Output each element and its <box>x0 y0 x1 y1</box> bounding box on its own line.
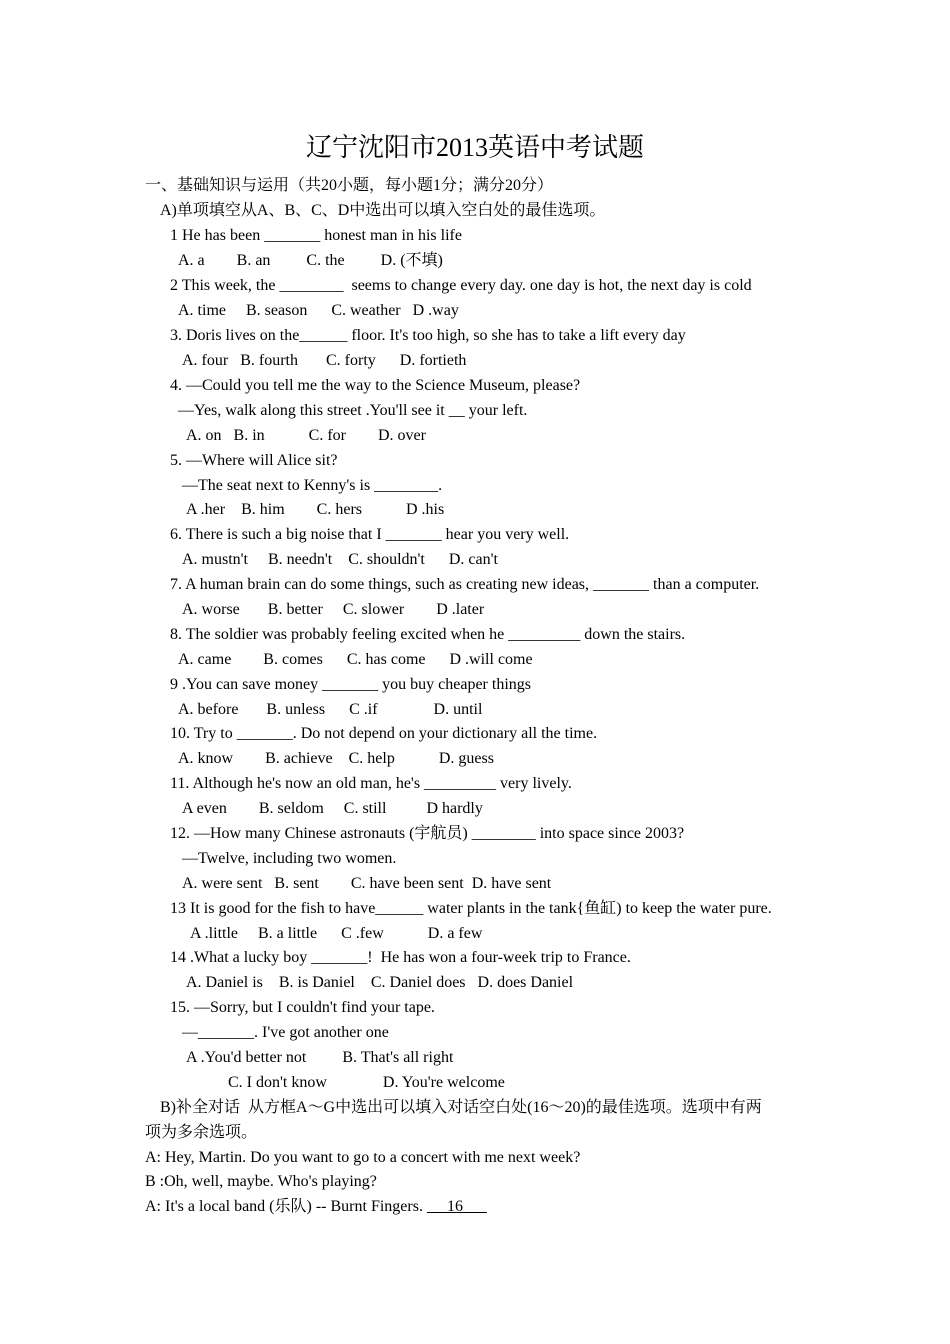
dialog-line-3-text: A: It's a local band (乐队) -- Burnt Fingers. <box>145 1198 427 1215</box>
question-15-reply: —_______. I've got another one <box>182 1024 389 1041</box>
question-14: 14 .What a lucky boy _______! He has won a four-week trip to France. <box>170 949 631 966</box>
question-7: 7. A human brain can do some things, such as creating new ideas, _______ than a computer. <box>170 576 760 593</box>
part-b-instructions: B)补全对话 从方框A～G中选出可以填入对话空白处(16～20)的最佳选项。选项中有两 <box>160 1099 762 1116</box>
options-12: A. were sent B. sent C. have been sent D. have sent <box>182 875 552 892</box>
options-9: A. before B. unless C .if D. until <box>178 701 483 718</box>
page-title: 辽宁沈阳市2013英语中考试题 <box>305 133 644 162</box>
question-6: 6. There is such a big noise that I _______ hear you very well. <box>170 526 570 543</box>
options-8: A. came B. comes C. has come D .will come <box>178 651 533 668</box>
options-2: A. time B. season C. weather D .way <box>178 302 459 319</box>
section-heading: 一、基础知识与运用（共20小题，每小题1分；满分20分） <box>145 177 554 194</box>
options-11: A even B. seldom C. still D hardly <box>182 800 483 817</box>
dialog-line-3 <box>145 1195 487 1219</box>
options-1: A. a B. an C. the D. (不填) <box>178 252 443 269</box>
options-10: A. know B. achieve C. help D. guess <box>178 750 494 767</box>
options-3: A. four B. fourth C. forty D. fortieth <box>182 352 467 369</box>
question-12-reply: —Twelve, including two women. <box>182 850 397 867</box>
question-13: 13 It is good for the fish to have______ water plants in the tank{鱼缸) to keep the water pure. <box>170 900 772 917</box>
part-a-instructions: A)单项填空从A、B、C、D中选出可以填入空白处的最佳选项。 <box>160 202 606 219</box>
question-4: 4. —Could you tell me the way to the Science Museum, please? <box>170 377 581 394</box>
question-12: 12. —How many Chinese astronauts (宇航员) ________ into space since 2003? <box>170 825 685 842</box>
options-5: A .her B. him C. hers D .his <box>186 501 445 518</box>
options-7: A. worse B. better C. slower D .later <box>182 601 485 618</box>
options-15-row1: A .You'd better not B. That's all right <box>186 1049 454 1066</box>
options-14: A. Daniel is B. is Daniel C. Daniel does D. does Daniel <box>186 974 574 991</box>
question-8: 8. The soldier was probably feeling excited when he _________ down the stairs. <box>170 626 686 643</box>
question-2: 2 This week, the ________ seems to change every day. one day is hot, the next day is cold <box>170 277 752 294</box>
question-5: 5. —Where will Alice sit? <box>170 452 338 469</box>
options-15-row2: C. I don't know D. You're welcome <box>228 1074 505 1091</box>
question-10: 10. Try to _______. Do not depend on your dictionary all the time. <box>170 725 598 742</box>
options-13: A .little B. a little C .few D. a few <box>190 925 483 942</box>
question-11: 11. Although he's now an old man, he's _________ very lively. <box>170 775 572 792</box>
blank-16: 16 <box>426 1198 487 1215</box>
options-6: A. mustn't B. needn't C. shouldn't D. can't <box>182 551 498 568</box>
question-1: 1 He has been _______ honest man in his life <box>170 227 462 244</box>
dialog-line-2: B :Oh, well, maybe. Who's playing? <box>145 1173 377 1190</box>
dialog-line-1: A: Hey, Martin. Do you want to go to a concert with me next week? <box>145 1149 581 1166</box>
question-3: 3. Doris lives on the______ floor. It's too high, so she has to take a lift every day <box>170 327 686 344</box>
question-4-reply: —Yes, walk along this street .You'll see it __ your left. <box>178 402 528 419</box>
question-5-reply: —The seat next to Kenny's is ________. <box>182 477 443 494</box>
part-b-instructions-cont: 项为多余选项。 <box>145 1124 258 1141</box>
question-9: 9 .You can save money _______ you buy cheaper things <box>170 676 531 693</box>
options-4: A. on B. in C. for D. over <box>186 427 426 444</box>
question-15: 15. —Sorry, but I couldn't find your tape. <box>170 999 435 1016</box>
